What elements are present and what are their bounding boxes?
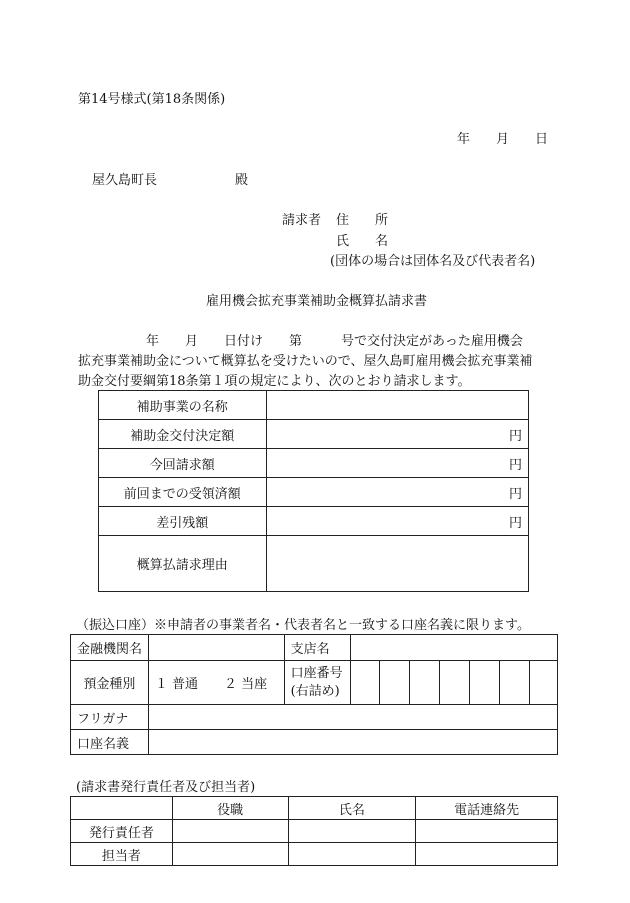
row-value[interactable] (266, 536, 528, 592)
issuer-position-field[interactable] (172, 820, 288, 843)
address-label: 住 所 (336, 213, 389, 228)
table-row (71, 661, 558, 705)
table-row (71, 705, 558, 730)
account-number-label-line1: 口座番号 (290, 665, 343, 681)
row-label: 差引残額 (99, 507, 267, 536)
row-value[interactable]: 円 (266, 478, 528, 507)
account-holder-field[interactable] (148, 730, 557, 755)
responsible-table (70, 796, 558, 866)
col-phone: 電話連絡先 (416, 797, 558, 820)
furigana-label: フリガナ (71, 705, 149, 730)
account-holder-label: 口座名義 (71, 730, 149, 755)
row-label: 前回までの受領済額 (99, 478, 267, 507)
account-digit-cell[interactable] (530, 661, 558, 705)
applicant-note: (団体の場合は団体名及び代表者名) (330, 254, 536, 269)
account-digit-cell[interactable] (440, 661, 470, 705)
deposit-type-options[interactable]: １ 普通 ２ 当座 (148, 661, 284, 705)
row-value[interactable]: 円 (266, 507, 528, 536)
addressee: 屋久島町長 殿 (92, 173, 249, 188)
furigana-field[interactable] (148, 705, 557, 730)
table-row (99, 536, 529, 592)
account-digit-cell[interactable] (470, 661, 500, 705)
account-number-label (284, 661, 350, 705)
document-title: 雇用機会拡充事業補助金概算払請求書 (206, 294, 428, 309)
account-digit-cell[interactable] (380, 661, 410, 705)
institution-field[interactable] (148, 635, 284, 661)
row-label: 概算払請求理由 (99, 536, 267, 592)
table-row (71, 635, 558, 661)
table-row (71, 730, 558, 755)
table-row (71, 797, 558, 820)
col-position: 役職 (172, 797, 288, 820)
row-label: 今回請求額 (99, 449, 267, 478)
account-digit-cell[interactable] (350, 661, 380, 705)
account-digit-cell[interactable] (410, 661, 440, 705)
table-row (99, 507, 529, 536)
row-label: 補助事業の名称 (99, 391, 267, 420)
branch-label: 支店名 (284, 635, 350, 661)
bank-table (70, 634, 558, 755)
body-line-3: 助金交付要綱第18条第１項の規定により、次のとおり請求します。 (78, 374, 471, 389)
issuer-phone-field[interactable] (416, 820, 558, 843)
contact-name-field[interactable] (288, 843, 416, 866)
deposit-type-label: 預金種別 (71, 661, 149, 705)
row-contact: 担当者 (71, 843, 173, 866)
date-line: 年 月 日 (457, 132, 549, 147)
row-issuer: 発行責任者 (71, 820, 173, 843)
institution-label: 金融機関名 (71, 635, 149, 661)
issuer-name-field[interactable] (288, 820, 416, 843)
col-name: 氏名 (288, 797, 416, 820)
contact-position-field[interactable] (172, 843, 288, 866)
table-row (99, 478, 529, 507)
account-number-label-line2: (右詰め) (290, 683, 340, 699)
claim-table (98, 390, 529, 592)
row-label: 補助金交付決定額 (99, 420, 267, 449)
body-line-2: 拡充事業補助金について概算払を受けたいので、屋久島町雇用機会拡充事業補 (78, 354, 533, 369)
table-row (71, 820, 558, 843)
bank-heading: （振込口座）※申請者の事業者名・代表者名と一致する口座名義に限ります。 (76, 618, 530, 633)
form-number: 第14号様式(第18条関係) (78, 92, 226, 107)
table-row (99, 449, 529, 478)
row-value[interactable] (266, 391, 528, 420)
name-label: 氏 名 (336, 234, 389, 249)
applicant-label: 請求者 (282, 213, 322, 228)
contact-phone-field[interactable] (416, 843, 558, 866)
row-value[interactable]: 円 (266, 420, 528, 449)
branch-field[interactable] (350, 635, 558, 661)
responsible-heading: (請求書発行責任者及び担当者) (76, 780, 256, 795)
account-digit-cell[interactable] (500, 661, 530, 705)
table-row (71, 843, 558, 866)
row-value[interactable]: 円 (266, 449, 528, 478)
body-line-1: 年 月 日付け 第 号で交付決定があった雇用機会 (146, 334, 523, 349)
table-row (99, 391, 529, 420)
table-row (99, 420, 529, 449)
